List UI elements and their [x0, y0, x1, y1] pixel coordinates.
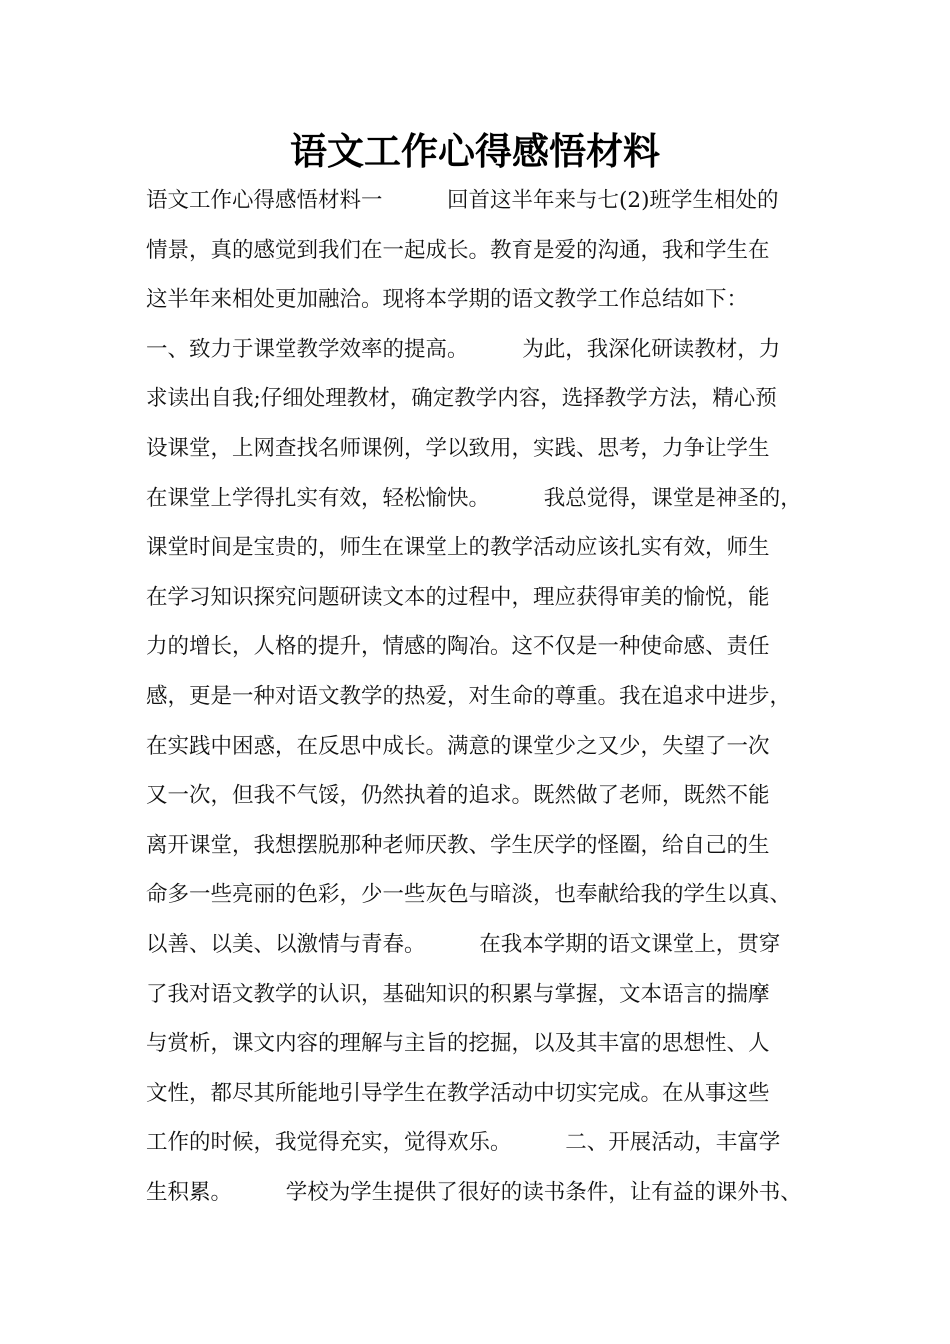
- text-line: 又一次，但我不气馁，仍然执着的追求。既然做了老师，既然不能: [146, 783, 770, 809]
- text-line: 设课堂，上网查找名师课例，学以致用，实践、思考，力争让学生: [146, 435, 770, 461]
- text-line: 课堂时间是宝贵的，师生在课堂上的教学活动应该扎实有效，师生: [146, 535, 770, 561]
- text-line: 离开课堂，我想摆脱那种老师厌教、学生厌学的怪圈，给自己的生: [146, 832, 770, 858]
- text-line: 与赏析，课文内容的理解与主旨的挖掘，以及其丰富的思想性、人: [146, 1031, 770, 1057]
- text-line: 在实践中困惑，在反思中成长。满意的课堂少之又少，失望了一次: [146, 733, 770, 759]
- text-line: 一、致力于课堂教学效率的提高。 为此，我深化研读教材，力: [146, 336, 781, 362]
- text-line: 语文工作心得感悟材料一 回首这半年来与七(2)班学生相处的: [146, 188, 779, 213]
- text-line: 在课堂上学得扎实有效，轻松愉快。 我总觉得，课堂是神圣的，: [146, 485, 802, 511]
- text-line: 以善、以美、以激情与青春。 在我本学期的语文课堂上，贯穿: [146, 931, 781, 957]
- text-line: 力的增长，人格的提升，情感的陶冶。这不仅是一种使命感、责任: [146, 634, 770, 660]
- document-title: 语文工作心得感悟材料: [290, 130, 660, 173]
- text-line: 情景，真的感觉到我们在一起成长。教育是爱的沟通，我和学生在: [146, 237, 770, 263]
- text-line: 了我对语文教学的认识，基础知识的积累与掌握，文本语言的揣摩: [146, 981, 770, 1007]
- text-line: 这半年来相处更加融洽。现将本学期的语文教学工作总结如下：: [146, 287, 749, 313]
- text-line: 生积累。 学校为学生提供了很好的读书条件，让有益的课外书、: [146, 1179, 802, 1205]
- document-body: [146, 176, 826, 1217]
- text-line: 求读出自我;仔细处理教材，确定教学内容，选择教学方法，精心预: [146, 386, 777, 412]
- text-line: 感，更是一种对语文教学的热爱，对生命的尊重。我在追求中进步，: [146, 683, 792, 709]
- text-line: 文性，都尽其所能地引导学生在教学活动中切实完成。在从事这些: [146, 1080, 770, 1106]
- text-line: 工作的时候，我觉得充实，觉得欢乐。 二、开展活动，丰富学: [146, 1130, 781, 1156]
- text-line: 命多一些亮丽的色彩，少一些灰色与暗淡，也奉献给我的学生以真、: [146, 882, 792, 908]
- text-line: 在学习知识探究问题研读文本的过程中，理应获得审美的愉悦，能: [146, 584, 770, 610]
